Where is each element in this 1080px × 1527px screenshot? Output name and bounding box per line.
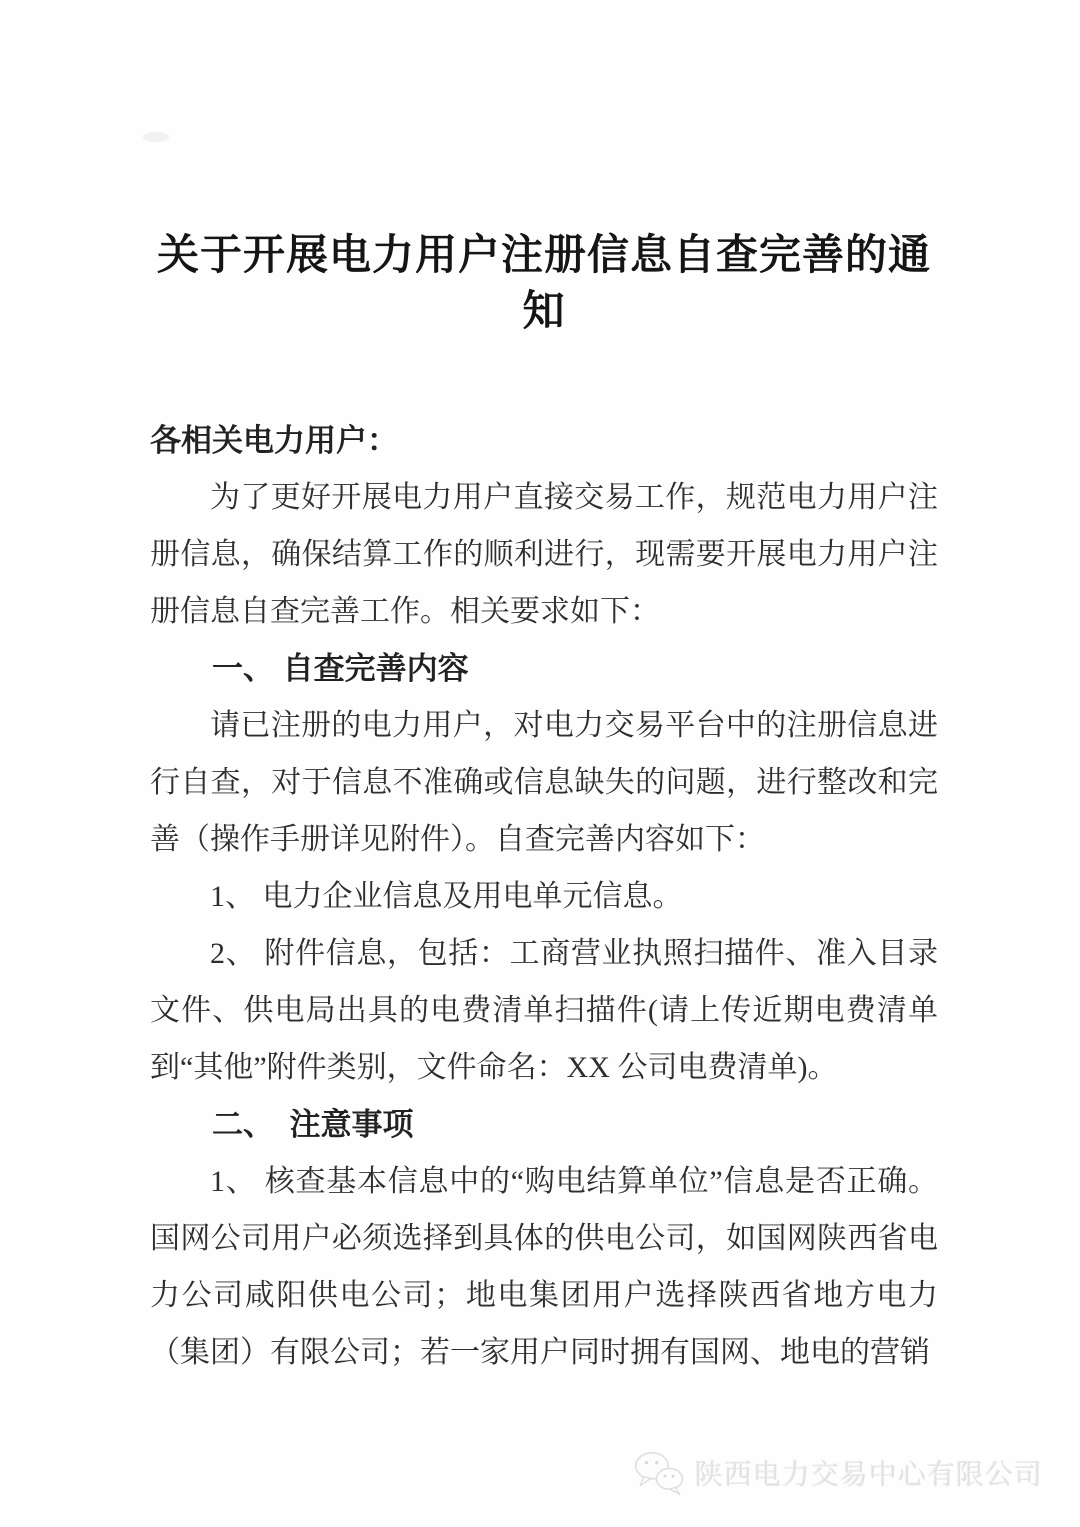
paragraph: 请已注册的电力用户，对电力交易平台中的注册信息进行自查，对于信息不准确或信息缺失的问题，进行整改和完善（操作手册详见附件）。自查完善内容如下： (150, 709, 938, 856)
salutation: 各相关电力用户： (150, 423, 398, 458)
footer-company-name: 陕西电力交易中心有限公司 (694, 1459, 1043, 1490)
section-heading: 一、 自查完善内容 (212, 651, 469, 686)
paragraph: 1、 核查基本信息中的“购电结算单位”信息是否正确。国网公司用户必须选择到具体的供电公司，如国网陕西省电力公司咸阳供电公司；地电集团用户选择陕西省地方电力（集团）有限公司；若一家用户同时拥有国网、地电的营销 (150, 1165, 938, 1369)
section-heading: 二、 注意事项 (212, 1107, 414, 1142)
paragraph: 2、 附件信息，包括：工商营业执照扫描件、准入目录文件、供电局出具的电费清单扫描件(请上传近期电费清单到“其他”附件类别，文件命名：XX 公司电费清单)。 (150, 937, 938, 1084)
document-title: 关于开展电力用户注册信息自查完善的通知 (156, 233, 931, 335)
document-content (150, 0, 938, 1381)
wechat-icon (633, 1448, 687, 1498)
paragraph: 1、 电力企业信息及用电单元信息。 (210, 880, 683, 913)
footer-watermark (633, 1448, 1043, 1498)
document-body (150, 412, 938, 1381)
paragraph: 为了更好开展电力用户直接交易工作，规范电力用户注册信息，确保结算工作的顺利进行，现需要开展电力用户注册信息自查完善工作。相关要求如下： (150, 481, 938, 628)
